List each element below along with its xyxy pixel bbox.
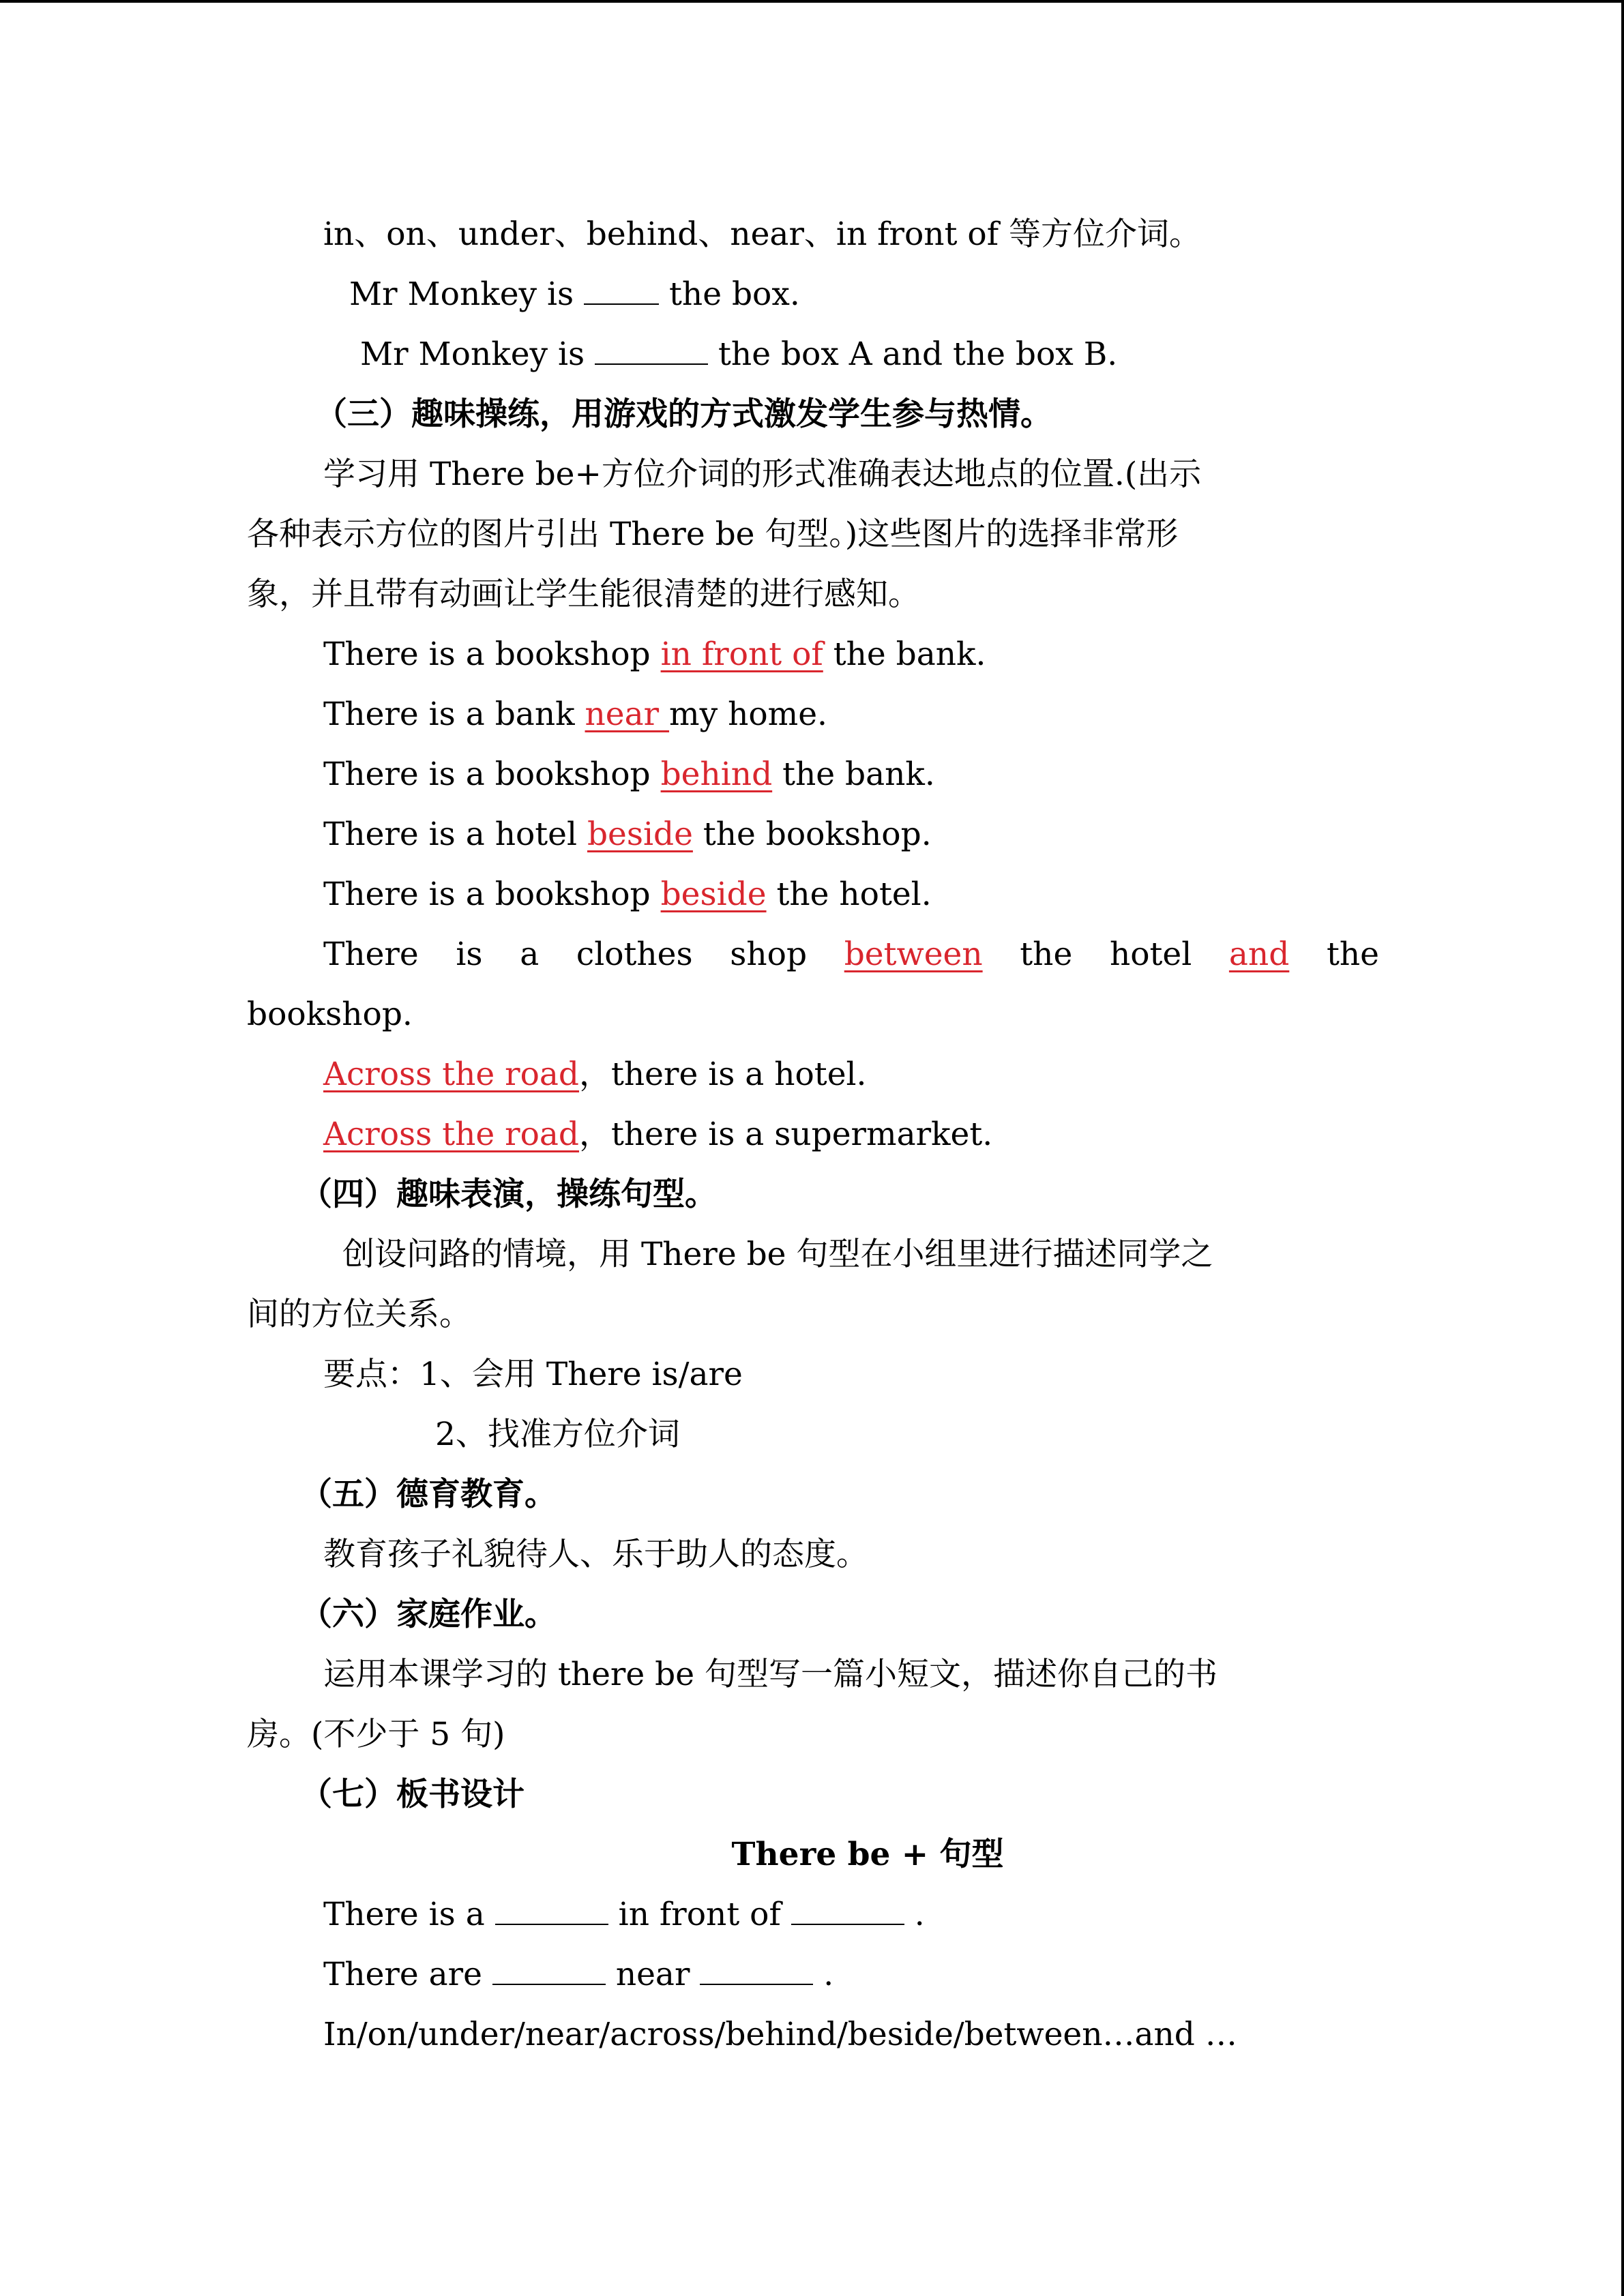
section-heading-7: （七）板书设计 (300, 1776, 525, 1813)
paragraph-3-line-2: 各种表示方位的图片引出 There be 句型。)这些图片的选择非常形 (247, 516, 1179, 553)
word: the (1326, 936, 1379, 973)
sentence-2 (247, 685, 1379, 745)
word: is (456, 936, 483, 973)
highlight-across: Across the road (323, 1056, 579, 1093)
text: There is a bank (323, 696, 585, 733)
highlight-preposition: near (585, 696, 670, 733)
section-heading-4: （四）趣味表演，操练句型。 (300, 1176, 717, 1213)
text: ，there is a hotel. (579, 1056, 867, 1093)
word: a (520, 936, 540, 973)
highlight-preposition: in front of (660, 636, 823, 673)
text: There is a (323, 1896, 495, 1933)
text: the bank. (823, 636, 986, 673)
sentence-between (247, 925, 1379, 985)
sentence-1 (247, 625, 1379, 685)
text: the bookshop. (692, 816, 932, 853)
text: near (605, 1956, 700, 1993)
sentence-across-2 (247, 1105, 1379, 1165)
text: . (904, 1896, 925, 1933)
board-row-2 (247, 1945, 1379, 2005)
blank (791, 1900, 904, 1925)
exercise-line-1 (247, 265, 1379, 325)
sentence-5 (247, 865, 1379, 925)
paragraph-4-line-1: 创设问路的情境，用 There be 句型在小组里进行描述同学之 (342, 1236, 1213, 1273)
paragraph-6-line-2: 房。(不少于 5 句) (247, 1716, 505, 1753)
text: in front of (608, 1896, 791, 1933)
sentence-across-1 (247, 1045, 1379, 1105)
text: the box A and the box B. (708, 336, 1118, 373)
blank (495, 1900, 608, 1925)
section-heading-5: （五）德育教育。 (300, 1476, 557, 1513)
text: the hotel. (766, 876, 932, 913)
word: shop (730, 936, 808, 973)
paragraph-3-line-3: 象，并且带有动画让学生能很清楚的进行感知。 (247, 576, 920, 613)
board-title: There be + 句型 (731, 1836, 1004, 1873)
paragraph-6-line-1: 运用本课学习的 there be 句型写一篇小短文，描述你自己的书 (323, 1656, 1217, 1693)
highlight-between: between (844, 936, 983, 973)
paragraph-3-line-1: 学习用 There be+方位介词的形式准确表达地点的位置.(出示 (323, 456, 1202, 493)
board-row-1 (247, 1885, 1379, 1945)
text: Mr Monkey is (349, 275, 585, 313)
highlight-and: and (1228, 936, 1290, 973)
paragraph-5: 教育孩子礼貌待人、乐于助人的态度。 (323, 1536, 868, 1573)
text: There is a bookshop (323, 876, 661, 913)
paragraph-4-line-2: 间的方位关系。 (247, 1296, 471, 1333)
paragraph-prepositions: in、on、under、behind、near、in front of 等方位介词。 (323, 215, 1202, 253)
text: There are (323, 1956, 492, 1993)
document-body (247, 205, 1379, 2065)
text: Mr Monkey is (360, 336, 595, 373)
key-points-2: 2、找准方位介词 (435, 1416, 680, 1453)
board-row-3: In/on/under/near/across/behind/beside/between…and … (323, 2016, 1237, 2053)
text: There is a bookshop (323, 756, 661, 793)
sentence-between-cont: bookshop. (247, 996, 413, 1033)
word: the (1020, 936, 1073, 973)
blank (492, 1960, 606, 1985)
text: There is a bookshop (323, 636, 661, 673)
text: ，there is a supermarket. (579, 1116, 993, 1153)
sentence-3 (247, 745, 1379, 805)
word: There (323, 936, 419, 973)
key-points-1: 要点：1、会用 There is/are (323, 1356, 743, 1393)
section-heading-3: （三）趣味操练，用游戏的方式激发学生参与热情。 (315, 396, 1052, 433)
exercise-line-2 (247, 325, 1379, 385)
blank (700, 1960, 813, 1985)
highlight-preposition: behind (660, 756, 773, 793)
sentence-4 (247, 805, 1379, 865)
word: clothes (576, 936, 693, 973)
blank (595, 340, 708, 365)
text: . (813, 1956, 834, 1993)
section-heading-6: （六）家庭作业。 (300, 1596, 557, 1633)
highlight-preposition: beside (660, 876, 767, 913)
highlight-preposition: beside (587, 816, 693, 853)
text: the box. (659, 275, 800, 313)
blank (584, 280, 659, 305)
text: the bank. (772, 756, 935, 793)
highlight-across: Across the road (323, 1116, 579, 1153)
text: my home. (669, 696, 827, 733)
word: hotel (1109, 936, 1192, 973)
text: There is a hotel (323, 816, 587, 853)
